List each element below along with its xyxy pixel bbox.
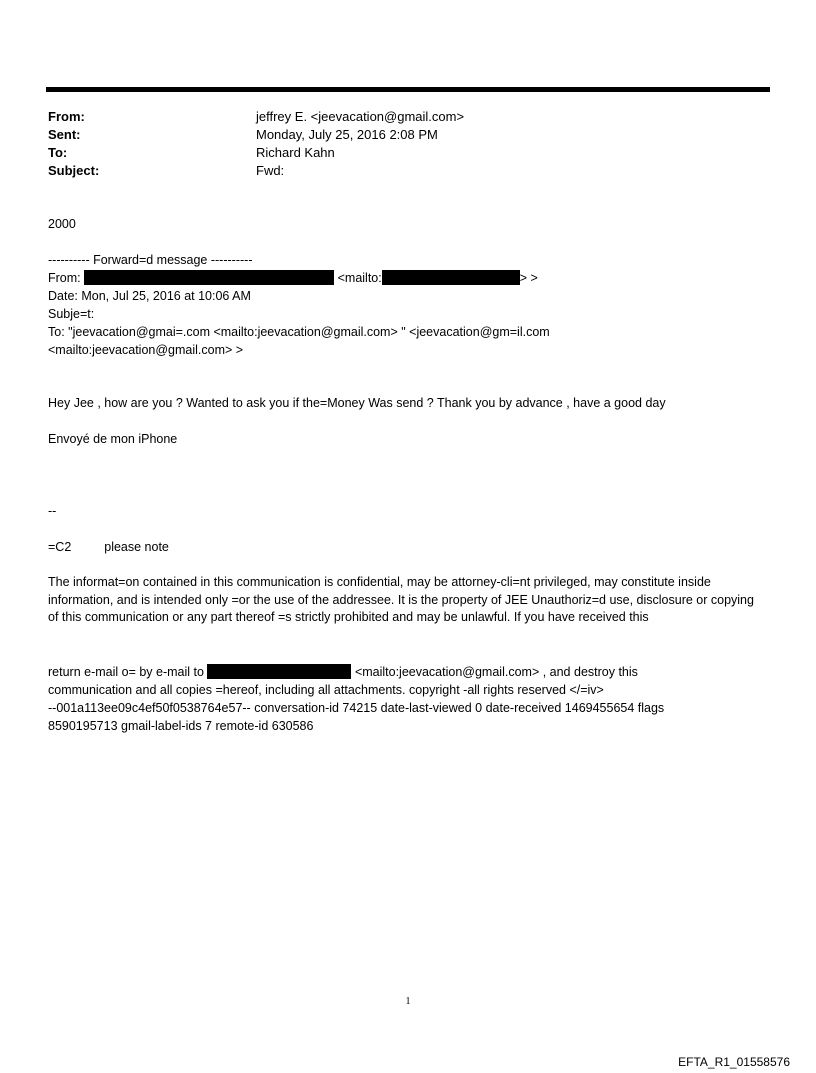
tail-line-3: 8590195713 gmail-label-ids 7 remote-id 630586	[48, 719, 314, 733]
tail-line-2: --001a113ee09c4ef50f0538764e57-- conversation-id 74215 date-last-viewed 0 date-received 1469455654 flags	[48, 701, 665, 715]
subject-value: Fwd:	[256, 163, 285, 178]
return-email-line	[48, 664, 768, 682]
forwarded-from-line	[48, 270, 768, 288]
forwarded-from-label: From:	[48, 271, 81, 285]
forwarded-to-line-1: To: "jeevacation@gmai=.com <mailto:jeevacation@gmail.com> " <jeevacation@gm=il.com	[48, 325, 550, 339]
return-email-end: <mailto:jeevacation@gmail.com> , and destroy this	[354, 665, 638, 679]
to-value: Richard Kahn	[256, 145, 335, 160]
forwarded-message-header: ---------- Forward=d message ----------	[48, 253, 253, 267]
subject-label: Subject:	[48, 163, 100, 178]
forwarded-from-mailto: <mailto:	[337, 271, 382, 285]
body-line-2000: 2000	[48, 217, 76, 231]
note-text: please note	[104, 540, 169, 554]
return-email-start: return e-mail o= by e-mail to	[48, 665, 204, 679]
forwarded-date: Date: Mon, Jul 25, 2016 at 10:06 AM	[48, 289, 251, 303]
tail-line-1: communication and all copies =hereof, including all attachments. copyright -all rights reserved </=iv>	[48, 683, 604, 697]
note-line	[48, 539, 768, 557]
signature-separator: --	[48, 504, 57, 518]
sent-label: Sent:	[48, 127, 81, 142]
redaction-block	[84, 270, 334, 285]
confidentiality-disclaimer: The informat=on contained in this communication is confidential, may be attorney-cli=nt privileged, may constitute inside information, and is intended only =or the use of the addressee. It is the property of JEE Unauthoriz=d use, disclosure or copying of this communication or any part thereof =s strictly prohibited and may be unlawful. If you have received this	[48, 575, 754, 624]
bates-number: EFTA_R1_01558576	[678, 1055, 790, 1069]
forwarded-subject: Subje=t:	[48, 307, 95, 321]
forwarded-from-end: > >	[519, 271, 538, 285]
note-code: =C2	[48, 540, 72, 554]
from-label: From:	[48, 109, 85, 124]
signature: Envoyé de mon iPhone	[48, 432, 178, 446]
message-text: Hey Jee , how are you ? Wanted to ask you if the=Money Was send ? Thank you by advance , have a good day	[48, 396, 666, 410]
to-label: To:	[48, 145, 68, 160]
redaction-block	[382, 270, 520, 285]
forwarded-to-line-2: <mailto:jeevacation@gmail.com> >	[48, 343, 244, 357]
page-number: 1	[405, 996, 411, 1007]
from-value: jeffrey E. <jeevacation@gmail.com>	[256, 109, 465, 124]
sent-value: Monday, July 25, 2016 2:08 PM	[256, 127, 438, 142]
header-rule	[46, 87, 770, 92]
redaction-block	[207, 664, 351, 679]
